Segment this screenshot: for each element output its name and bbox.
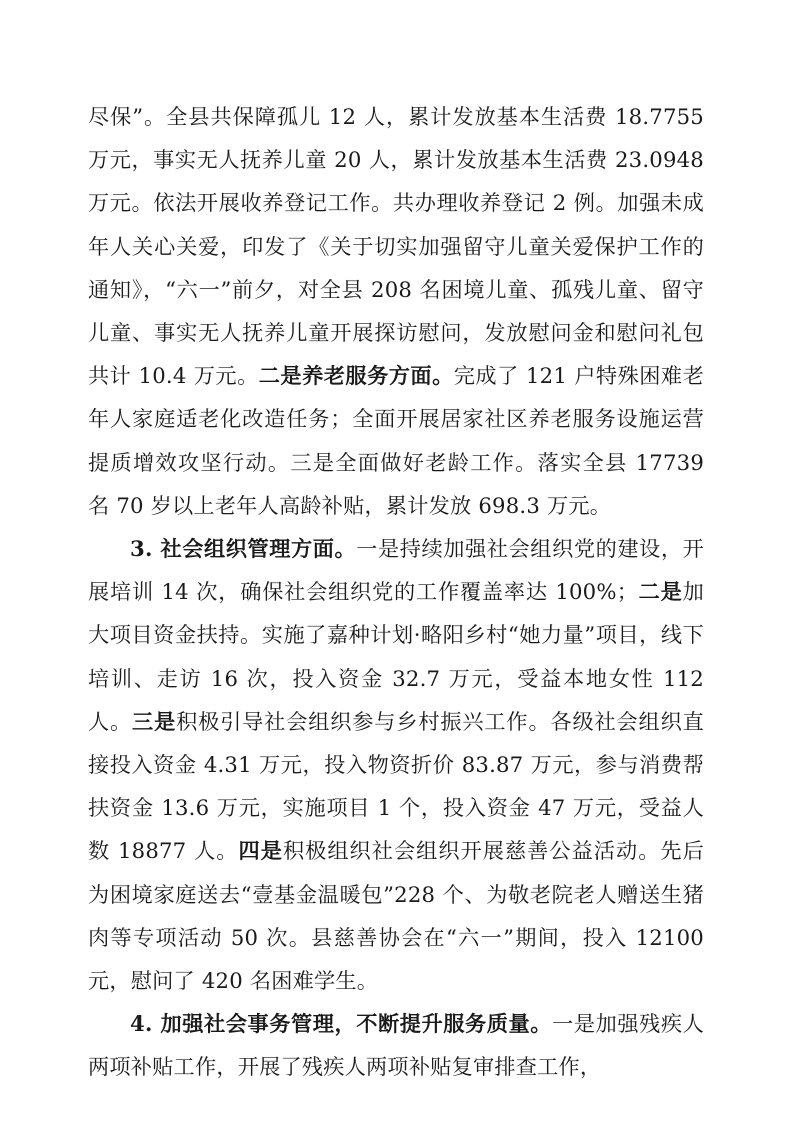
paragraph	[88, 1002, 704, 1088]
text-run-bold: 二是养老服务方面。	[258, 363, 454, 389]
text-run: 一是加强残疾人两项补贴工作，开展了残疾人两项补贴复审排查工作，	[88, 1011, 704, 1080]
document-body	[88, 95, 704, 1089]
paragraph	[88, 527, 704, 1002]
text-run: 一是持续加强社会组织党的建设，开展培训 14 次，确保社会组织党的工作覆盖率达 100%；	[88, 536, 704, 605]
text-run: 积极引导社会组织参与乡村振兴工作。各级社会组织直接投入资金 4.31 万元，投入物资折价 83.87 万元，参与消费帮扶资金 13.6 万元，实施项目 1 个，投入资金 47 万元，受益人数 18877 人。	[88, 708, 704, 864]
text-run-bold: 二是	[638, 579, 683, 605]
text-run-bold: 三是	[132, 708, 177, 734]
text-run-bold: 3. 社会组织管理方面。	[130, 536, 357, 562]
text-run: 尽保”。全县共保障孤儿 12 人，累计发放基本生活费 18.7755 万元，事实无人抚养儿童 20 人，累计发放基本生活费 23.0948 万元。依法开展收养登记工作。共办理收养登记 2 例。加强未成年人关心关爱，印发了《关于切实加强留守儿童关爱保护工作的通知》，“六一”前夕，对全县 208 名困境儿童、孤残儿童、留守儿童、事实无人抚养儿童开展探访慰问，发放慰问金和慰问礼包共计 10.4 万元。	[88, 104, 704, 389]
text-run: 完成了 121 户特殊困难老年人家庭适老化改造任务；全面开展居家社区养老服务设施运营提质增效攻坚行动。三是全面做好老龄工作。落实全县 17739 名 70 岁以上老年人高龄补贴，累计发放 698.3 万元。	[88, 363, 704, 518]
paragraph	[88, 95, 704, 527]
text-run: 加大项目资金扶持。实施了嘉种计划·略阳乡村“她力量”项目，线下培训、走访 16 次，投入资金 32.7 万元，受益本地女性 112 人。	[88, 579, 704, 734]
text-run: 积极组织社会组织开展慈善公益活动。先后为困境家庭送去“壹基金温暖包”228 个、为敬老院老人赠送生猪肉等专项活动 50 次。县慈善协会在“六一”期间，投入 12100 元，慰问了 420 名困难学生。	[88, 838, 704, 994]
text-run-bold: 四是	[238, 838, 283, 864]
text-run-bold: 4. 加强社会事务管理，不断提升服务质量。	[130, 1011, 553, 1037]
